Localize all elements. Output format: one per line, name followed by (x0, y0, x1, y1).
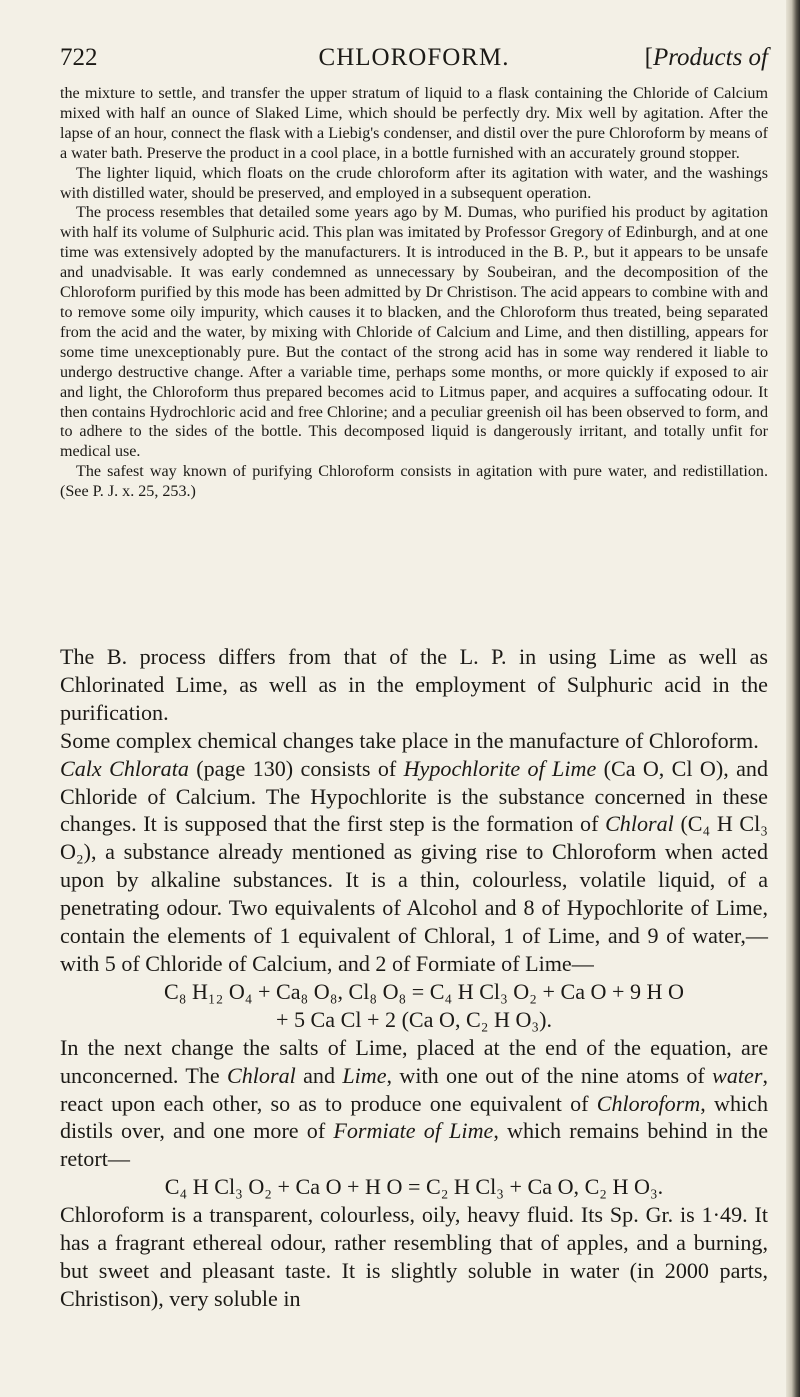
small-paragraph: the mixture to settle, and transfer the upper stratum of liquid to a flask containing the Chloride of Calcium mixed with half an ounce of Slaked Lime, which should be perfectly dry. Mix well by agitation. After the lapse of an hour, connect the flask with a Liebig's condenser, and distil over the pure Chloroform by means of a water bath. Preserve the product in a cool place, in a bottle furnished with an accurately ground stopper. (60, 85, 768, 162)
term-chloroform: Chloroform (596, 1090, 701, 1116)
term-hypochlorite: Hypochlorite of Lime (403, 755, 597, 781)
term-formiate-of-lime: Formiate of Lime (333, 1118, 494, 1144)
paragraph-complex-changes: Some complex chemical changes take place in the manufacture of Chloroform. (60, 727, 759, 753)
page-edge-shadow (786, 0, 800, 1397)
paragraph-next-change: In the next change the salts of Lime, placed at the end of the equation, are unconcerned. The Chloral and Lime, with one out of the nine atoms of water, react upon each other, so as to produce one equivalent of Chloroform, which distils over, and one more of Formiate of Lime, which remains behind in the retort— (60, 1034, 769, 1172)
section-bracket: [ (644, 44, 653, 71)
term-chloral-2: Chloral (227, 1062, 296, 1088)
paragraph-chloroform-properties: Chloroform is a transparent, colourless, oily, heavy fluid. Its Sp. Gr. is 1·49. It has a fragrant ethereal odour, rather resembling that of apples, and a burning, but sweet and pleasant taste. It is slightly soluble in water (in 2000 parts, Christison), very soluble in (60, 1202, 768, 1311)
term-water: water (712, 1062, 763, 1088)
small-paragraph: The process resembles that detailed some years ago by M. Dumas, who purified his product by agitation with half its volume of Sulphuric acid. This plan was imitated by Professor Gregory of Edinburgh, and at one time was extensively adopted by the manufacturers. It is introduced in the B. P., but it appears to be unsafe and unadvisable. It was early condemned as unnecessary by Soubeiran, and the decomposition of the Chloroform purified by this mode has been admitted by Dr Christison. The acid appears to combine with and to remove some oily impurity, which causes it to blacken, and the Chloroform thus treated, being separated from the acid and the water, by mixing with Chloride of Calcium and Lime, and then distilling, appears for some time unexceptionably pure. But the contact of the strong acid has in some way rendered it liable to undergo destructive change. After a variable time, perhaps some months, or more quickly if exposed to air and light, the Chloroform thus prepared becomes acid to Litmus paper, and acquires a suffocating odour. It then contains Hydrochloric acid and free Chlorine; and a peculiar greenish oil has been observed to form, and to adhere to the sides of the bottle. This decomposed liquid is dangerously irritant, and totally unfit for medical use. (60, 204, 768, 461)
small-print-block (60, 84, 768, 502)
equation-1-line-1: C₈ H₁₂ O₄ + Ca₈ O₈, Cl₈ O₈ = C₄ H Cl₃ O₂ + Ca O + 9 H O (164, 978, 684, 1004)
equation-2: C₄ H Cl₃ O₂ + Ca O + H O = C₂ H Cl₃ + Ca O, C₂ H O₃. (164, 1174, 664, 1200)
paragraph-b-process: The B. process differs from that of the L. P. in using Lime as well as Chlorinated Lime, as well as in the employment of Sulphuric acid in the purification. (60, 644, 768, 725)
running-title: CHLOROFORM. (318, 44, 510, 71)
section-text: Products of (652, 44, 768, 71)
page-number: 722 (60, 44, 98, 71)
equation-1-line-2: + 5 Ca Cl + 2 (Ca O, C₂ H O₃). (276, 1006, 552, 1032)
small-paragraph: The lighter liquid, which floats on the crude chloroform after its agitation with water, and the washings with distilled water, should be preserved, and employed in a subsequent operation. (60, 164, 768, 202)
section-title (645, 44, 768, 72)
large-print-block (60, 643, 768, 1313)
term-lime: Lime (342, 1062, 387, 1088)
paragraph-calx-chlorata: Calx Chlorata (page 130) consists of Hypochlorite of Lime (Ca O, Cl O), and Chloride of Calcium. The Hypochlorite is the substance concerned in these changes. It is supposed that the first step is the formation of Chloral (C₄ H Cl₃ O₂), a substance already mentioned as giving rise to Chloroform when acted upon by alkaline substances. It is a thin, colourless, volatile liquid, of a penetrating odour. Two equivalents of Alcohol and 8 of Hypochlorite of Lime, contain the elements of 1 equivalent of Chloral, 1 of Lime, and 9 of water,—with 5 of Chloride of Calcium, and 2 of Formiate of Lime— (60, 755, 768, 976)
term-calx-chlorata: Calx Chlorata (60, 755, 189, 781)
small-paragraph: The safest way known of purifying Chloroform consists in agitation with pure water, and redistillation. (See P. J. x. 25, 253.) (60, 463, 768, 501)
running-header (60, 44, 768, 78)
term-chloral: Chloral (605, 811, 674, 837)
